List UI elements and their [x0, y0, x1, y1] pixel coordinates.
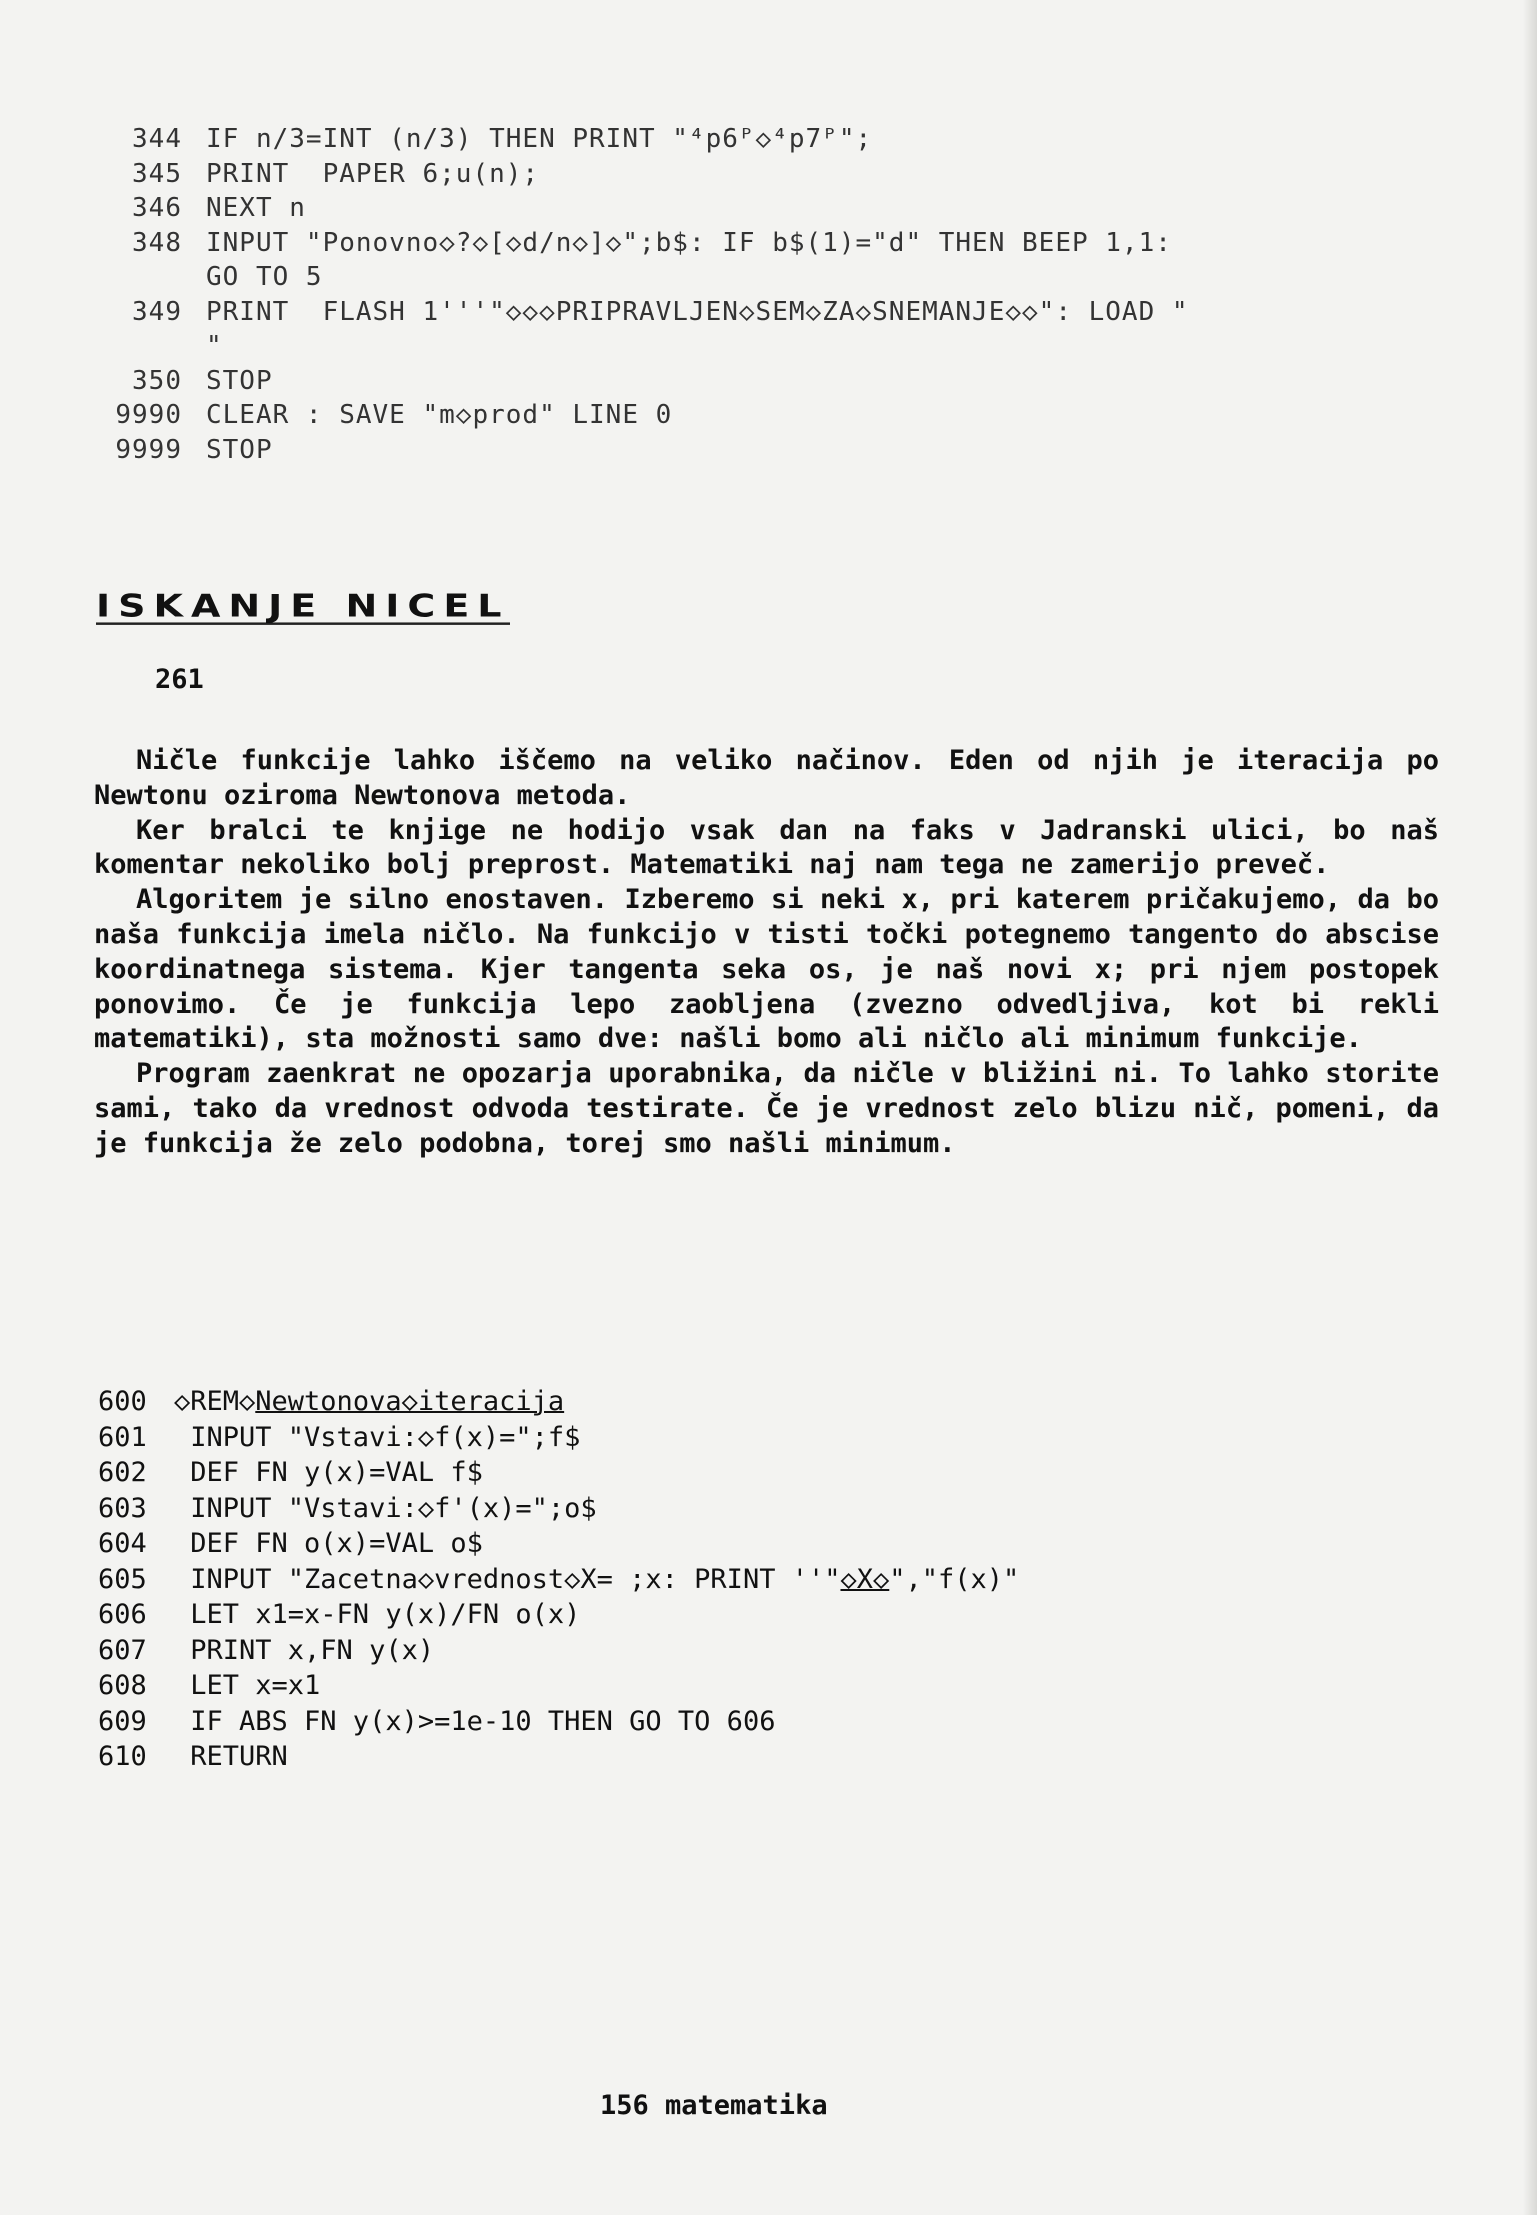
code-text: PRINT x,FN y(x) — [174, 1634, 435, 1666]
code-text: ","f(x)" — [889, 1563, 1020, 1595]
line-code — [174, 1420, 580, 1456]
code-line — [76, 191, 1476, 226]
line-code — [174, 1739, 288, 1775]
line-number: 9999 — [115, 434, 182, 465]
line-code — [174, 1668, 320, 1704]
code-listing-bottom — [98, 1384, 1498, 1775]
code-text: INPUT "Vstavi:◇f'(x)=";o$ — [174, 1492, 597, 1524]
line-number: 346 — [132, 193, 182, 223]
article-body — [94, 744, 1439, 1162]
code-line — [98, 1491, 1498, 1527]
line-number: 606 — [98, 1599, 147, 1630]
line-code: INPUT "Ponovno◇?◇[◇d/n◇]◇";b$: IF b$(1)="d" THEN BEEP 1,1: — [206, 227, 1172, 258]
code-line — [98, 1562, 1498, 1598]
page-spine-shadow — [1523, 0, 1537, 2215]
line-number: 344 — [132, 124, 182, 154]
line-number: 348 — [132, 227, 182, 258]
line-code — [174, 1455, 483, 1491]
page-footer: 156 matematika — [600, 2090, 828, 2121]
code-line — [76, 329, 1476, 364]
line-code — [174, 1597, 580, 1633]
line-number: 604 — [98, 1528, 147, 1559]
paragraph: Program zaenkrat ne opozarja uporabnika, da ničle v bližini ni. To lahko storite sami, tako da vrednost odvoda testirate. Če je vrednost zelo blizu nič, pomeni, da je funkcija že zelo podobna, torej smo našli minimum. — [94, 1058, 1439, 1159]
line-number — [76, 260, 206, 295]
code-line — [98, 1384, 1498, 1420]
line-number: 608 — [98, 1670, 147, 1701]
code-line — [76, 122, 1476, 157]
line-code: PRINT FLASH 1'''"◇◇◇PRIPRAVLJEN◇SEM◇ZA◇SNEMANJE◇◇": LOAD " — [206, 296, 1189, 327]
code-text: DEF FN o(x)=VAL o$ — [174, 1528, 483, 1559]
line-number: 609 — [98, 1705, 147, 1737]
line-code: STOP — [206, 365, 273, 396]
line-number: 349 — [132, 296, 182, 327]
line-code — [174, 1384, 564, 1420]
code-line — [76, 398, 1476, 433]
line-code: IF n/3=INT (n/3) THEN PRINT "⁴p6ᴾ◇⁴p7ᴾ"; — [206, 124, 873, 154]
line-number: 601 — [98, 1421, 147, 1453]
code-line — [98, 1420, 1498, 1456]
code-text: IF ABS FN y(x)>=1e-10 THEN GO TO 606 — [174, 1705, 776, 1737]
code-line — [76, 260, 1476, 295]
line-code — [174, 1526, 483, 1562]
code-line — [98, 1455, 1498, 1491]
line-code — [174, 1491, 597, 1527]
line-number — [76, 329, 206, 364]
section-heading-text: ISKANJE NICEL — [96, 588, 510, 625]
code-line — [98, 1526, 1498, 1562]
code-underlined-text: Newtonova◇iteracija — [255, 1386, 565, 1417]
paragraph: Algoritem je silno enostaven. Izberemo si neki x, pri katerem pričakujemo, da bo naša funkcija imela ničlo. Na funkcijo v tisti točki potegnemo tangento do abscise koordinatnega sistema. Kjer tangenta seka os, je naš novi x; pri njem postopek ponovimo. Če je funkcija lepo zaobljena (zvezno odvedljiva, kot bi rekli matematiki), sta možnosti samo dve: našli bomo ali ničlo ali minimum funkcije. — [94, 884, 1439, 1055]
code-line — [76, 226, 1476, 261]
line-number: 350 — [132, 365, 182, 396]
code-line — [98, 1704, 1498, 1740]
code-text: LET x1=x-FN y(x)/FN o(x) — [174, 1599, 581, 1630]
line-code — [174, 1704, 775, 1740]
code-text: LET x=x1 — [174, 1670, 321, 1701]
line-number: 345 — [132, 158, 182, 189]
line-number: 602 — [98, 1457, 147, 1488]
line-number: 9990 — [115, 400, 182, 430]
line-code: " — [206, 331, 223, 361]
code-line — [98, 1633, 1498, 1669]
code-text: INPUT "Zacetna◇vrednost◇X= ;x: PRINT ''" — [174, 1563, 841, 1595]
code-line — [98, 1739, 1498, 1775]
line-code: PRINT PAPER 6;u(n); — [206, 158, 540, 189]
code-listing-top — [76, 122, 1476, 467]
line-number: 600 — [98, 1386, 147, 1417]
code-underlined-text: ◇X◇ — [840, 1563, 890, 1595]
line-code: NEXT n — [206, 193, 306, 223]
paragraph: Ničle funkcije lahko iščemo na veliko načinov. Eden od njih je iteracija po Newtonu oziroma Newtonova metoda. — [94, 745, 1439, 811]
line-code: GO TO 5 — [206, 262, 323, 292]
line-number: 603 — [98, 1492, 147, 1524]
section-number: 261 — [155, 664, 204, 695]
line-code — [174, 1633, 434, 1669]
code-line — [76, 157, 1476, 192]
line-code: CLEAR : SAVE "m◇prod" LINE 0 — [206, 400, 673, 430]
code-line — [76, 433, 1476, 468]
code-line — [76, 295, 1476, 330]
code-line — [98, 1597, 1498, 1633]
code-text: ◇REM◇ — [174, 1386, 256, 1417]
code-text: INPUT "Vstavi:◇f(x)=";f$ — [174, 1421, 581, 1453]
line-number: 605 — [98, 1563, 147, 1595]
code-text: RETURN — [174, 1741, 288, 1772]
code-line — [98, 1668, 1498, 1704]
code-line — [76, 364, 1476, 399]
paragraph: Ker bralci te knjige ne hodijo vsak dan na faks v Jadranski ulici, bo naš komentar nekoliko bolj preprost. Matematiki naj nam tega ne zamerijo preveč. — [94, 814, 1439, 881]
code-text: DEF FN y(x)=VAL f$ — [174, 1457, 483, 1488]
line-number: 607 — [98, 1634, 147, 1666]
line-code — [174, 1562, 1019, 1598]
section-heading — [96, 588, 510, 625]
line-number: 610 — [98, 1741, 147, 1772]
line-code: STOP — [206, 434, 273, 465]
